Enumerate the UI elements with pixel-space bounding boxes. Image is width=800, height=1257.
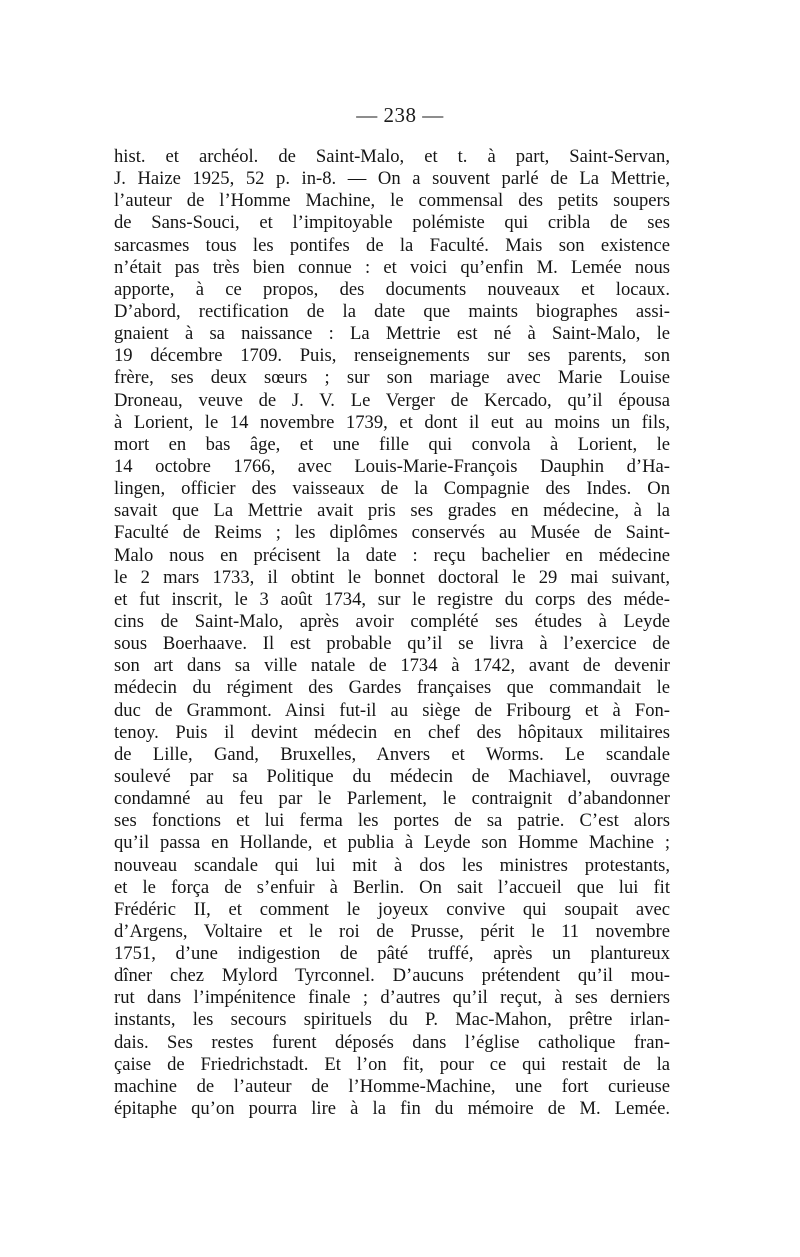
text-line: J. Haize 1925, 52 p. in-8. — On a souvent parlé de La Mettrie,	[114, 168, 670, 190]
text-line: Faculté de Reims ; les diplômes conservés au Musée de Saint-	[114, 522, 670, 544]
text-line: Malo nous en précisent la date : reçu bachelier en médecine	[114, 544, 670, 566]
text-line: lingen, officier des vaisseaux de la Compagnie des Indes. On	[114, 478, 670, 500]
text-line: rut dans l’impénitence finale ; d’autres qu’il reçut, à ses derniers	[114, 987, 670, 1009]
text-line: dais. Ses restes furent déposés dans l’église catholique fran-	[114, 1031, 670, 1053]
text-line: sous Boerhaave. Il est probable qu’il se livra à l’exercice de	[114, 633, 670, 655]
text-line: et fut inscrit, le 3 août 1734, sur le registre du corps des méde-	[114, 588, 670, 610]
text-line: frère, ses deux sœurs ; sur son mariage avec Marie Louise	[114, 367, 670, 389]
text-line: machine de l’auteur de l’Homme-Machine, une fort curieuse	[114, 1075, 670, 1097]
text-line: condamné au feu par le Parlement, le contraignit d’abandonner	[114, 788, 670, 810]
text-line: épitaphe qu’on pourra lire à la fin du mémoire de M. Lemée.	[114, 1098, 670, 1120]
text-line: dîner chez Mylord Tyrconnel. D’aucuns prétendent qu’il mou-	[114, 965, 670, 987]
text-line: ses fonctions et lui ferma les portes de sa patrie. C’est alors	[114, 810, 670, 832]
text-line: 19 décembre 1709. Puis, renseignements sur ses parents, son	[114, 345, 670, 367]
text-line: de Sans-Souci, et l’impitoyable polémiste qui cribla de ses	[114, 212, 670, 234]
text-line: 14 octobre 1766, avec Louis-Marie-François Dauphin d’Ha-	[114, 455, 670, 477]
text-line: 1751, d’une indigestion de pâté truffé, après un plantureux	[114, 943, 670, 965]
text-line: instants, les secours spirituels du P. Mac-Mahon, prêtre irlan-	[114, 1009, 670, 1031]
text-line: sarcasmes tous les pontifes de la Faculté. Mais son existence	[114, 234, 670, 256]
text-line: médecin du régiment des Gardes françaises que commandait le	[114, 677, 670, 699]
text-line: çaise de Friedrichstadt. Et l’on fit, pour ce qui restait de la	[114, 1053, 670, 1075]
page-number: — 238 —	[356, 103, 444, 127]
text-line: le 2 mars 1733, il obtint le bonnet doctoral le 29 mai suivant,	[114, 566, 670, 588]
text-line: qu’il passa en Hollande, et publia à Leyde son Homme Machine ;	[114, 832, 670, 854]
text-line: de Lille, Gand, Bruxelles, Anvers et Worms. Le scandale	[114, 743, 670, 765]
text-line: à Lorient, le 14 novembre 1739, et dont il eut au moins un fils,	[114, 411, 670, 433]
text-line: D’abord, rectification de la date que maints biographes assi-	[114, 300, 670, 322]
text-line: d’Argens, Voltaire et le roi de Prusse, périt le 11 novembre	[114, 920, 670, 942]
text-line: n’était pas très bien connue : et voici qu’enfin M. Lemée nous	[114, 256, 670, 278]
text-line: hist. et archéol. de Saint-Malo, et t. à part, Saint-Servan,	[114, 146, 670, 167]
text-line: soulevé par sa Politique du médecin de Machiavel, ouvrage	[114, 765, 670, 787]
text-line: cins de Saint-Malo, après avoir complété ses études à Leyde	[114, 610, 670, 632]
text-line: mort en bas âge, et une fille qui convola à Lorient, le	[114, 433, 670, 455]
text-line: Droneau, veuve de J. V. Le Verger de Kercado, qu’il épousa	[114, 389, 670, 411]
text-line: gnaient à sa naissance : La Mettrie est né à Saint-Malo, le	[114, 323, 670, 345]
text-line: apporte, à ce propos, des documents nouveaux et locaux.	[114, 278, 670, 300]
text-line: duc de Grammont. Ainsi fut-il au siège de Fribourg et à Fon-	[114, 699, 670, 721]
text-line: son art dans sa ville natale de 1734 à 1742, avant de devenir	[114, 655, 670, 677]
body-text	[114, 146, 670, 1120]
text-line: l’auteur de l’Homme Machine, le commensal des petits soupers	[114, 190, 670, 212]
text-line: tenoy. Puis il devint médecin en chef des hôpitaux militaires	[114, 721, 670, 743]
text-line: Frédéric II, et comment le joyeux convive qui soupait avec	[114, 898, 670, 920]
text-line: et le força de s’enfuir à Berlin. On sait l’accueil que lui fit	[114, 876, 670, 898]
text-line: savait que La Mettrie avait pris ses grades en médecine, à la	[114, 500, 670, 522]
text-line: nouveau scandale qui lui mit à dos les ministres protestants,	[114, 854, 670, 876]
